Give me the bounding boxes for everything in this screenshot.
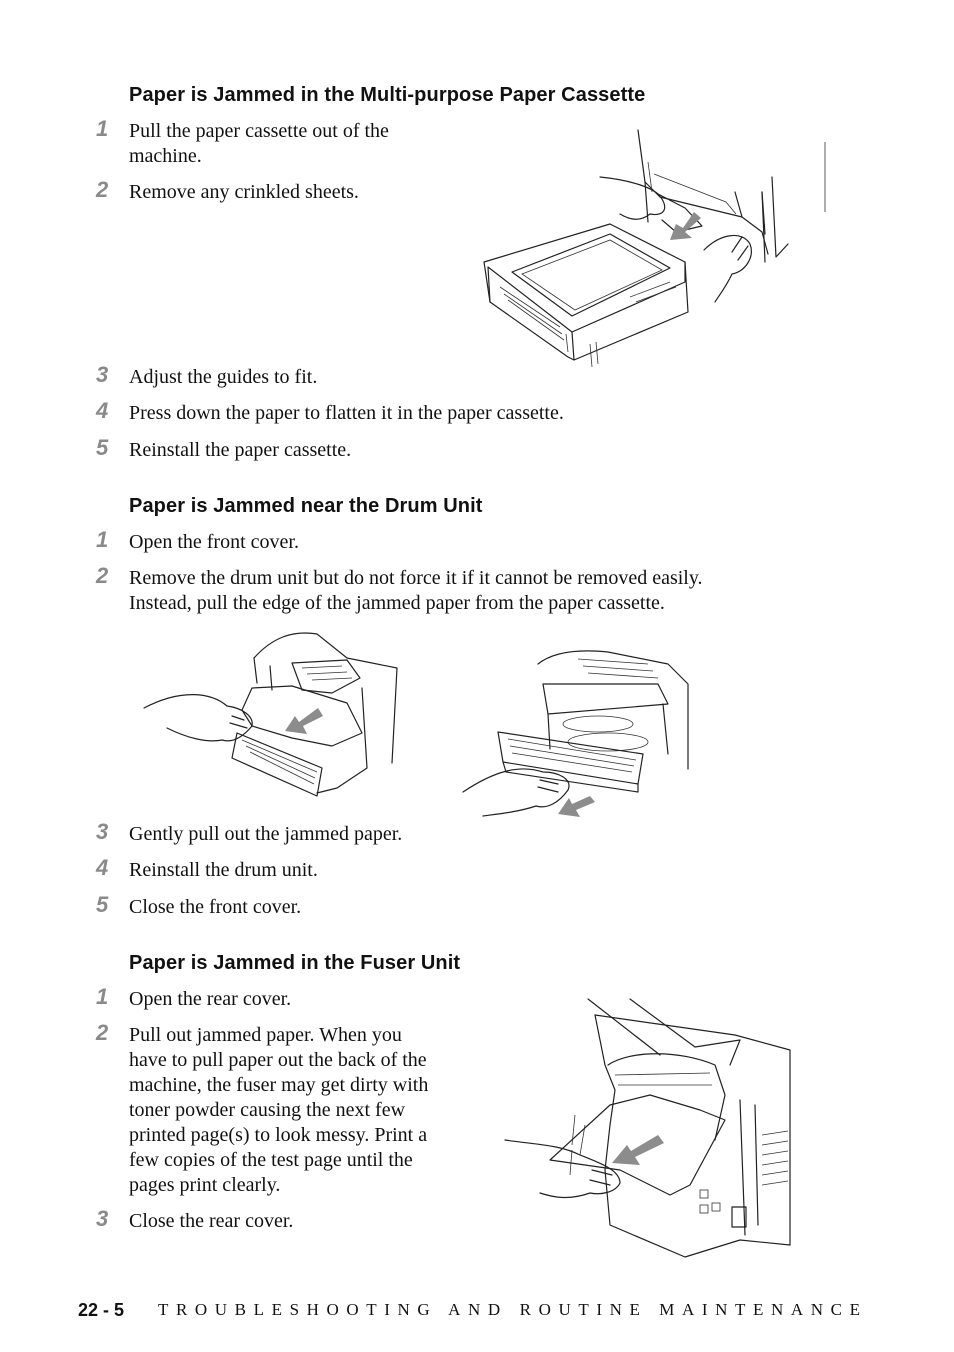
step-text: Remove the drum unit but do not force it if it cannot be removed easily. Instead, pull the edge of the jammed paper from the paper cassette. xyxy=(129,567,703,614)
front-cover-open-drawing xyxy=(458,644,693,819)
step-text: Press down the paper to flatten it in the paper cassette. xyxy=(129,402,564,424)
section-heading-fuser: Paper is Jammed in the Fuser Unit xyxy=(129,952,461,974)
paper-cassette-drawing xyxy=(480,122,830,377)
step-number: 2 xyxy=(96,177,109,202)
step-number: 4 xyxy=(96,398,109,423)
step-number: 5 xyxy=(96,435,109,460)
step-text: Remove any crinkled sheets. xyxy=(129,181,359,203)
step-text: Open the rear cover. xyxy=(129,988,292,1010)
paper-cassette-illustration xyxy=(480,122,830,377)
step-number: 4 xyxy=(96,855,109,880)
step-text: Pull the paper cassette out of the machine. xyxy=(129,120,389,167)
front-cover-open-illustration xyxy=(458,644,693,819)
step-text: Adjust the guides to fit. xyxy=(129,366,318,388)
section-heading-drum: Paper is Jammed near the Drum Unit xyxy=(129,495,483,517)
step-number: 1 xyxy=(96,116,109,141)
step-number: 3 xyxy=(96,362,109,387)
drum-paper-removal-drawing xyxy=(142,628,402,803)
step-text: Pull out jammed paper. When you have to pull paper out the back of the machine, the fuser may get dirty with toner powder causing the next few printed page(s) to look messy. Print a few copies of the test page until the pages print clearly. xyxy=(129,1024,429,1196)
step-number: 3 xyxy=(96,819,109,844)
step-number: 5 xyxy=(96,892,109,917)
step-number: 2 xyxy=(96,563,109,588)
section-heading-cassette: Paper is Jammed in the Multi-purpose Paper Cassette xyxy=(129,84,646,106)
step-text: Reinstall the paper cassette. xyxy=(129,439,352,461)
step-number: 1 xyxy=(96,527,109,552)
step-number: 2 xyxy=(96,1020,109,1045)
step-text: Close the front cover. xyxy=(129,896,302,918)
fuser-paper-removal-drawing xyxy=(500,995,830,1260)
step-number: 3 xyxy=(96,1206,109,1231)
page-number: 22 - 5 xyxy=(78,1300,125,1320)
drum-paper-removal-illustration xyxy=(142,628,402,803)
chapter-title: TROUBLESHOOTING AND ROUTINE MAINTENANCE xyxy=(158,1300,868,1319)
step-text: Close the rear cover. xyxy=(129,1210,294,1232)
fuser-paper-removal-illustration xyxy=(500,995,830,1260)
step-number: 1 xyxy=(96,984,109,1009)
step-text: Open the front cover. xyxy=(129,531,299,553)
step-text: Gently pull out the jammed paper. xyxy=(129,823,403,845)
step-text: Reinstall the drum unit. xyxy=(129,859,318,881)
